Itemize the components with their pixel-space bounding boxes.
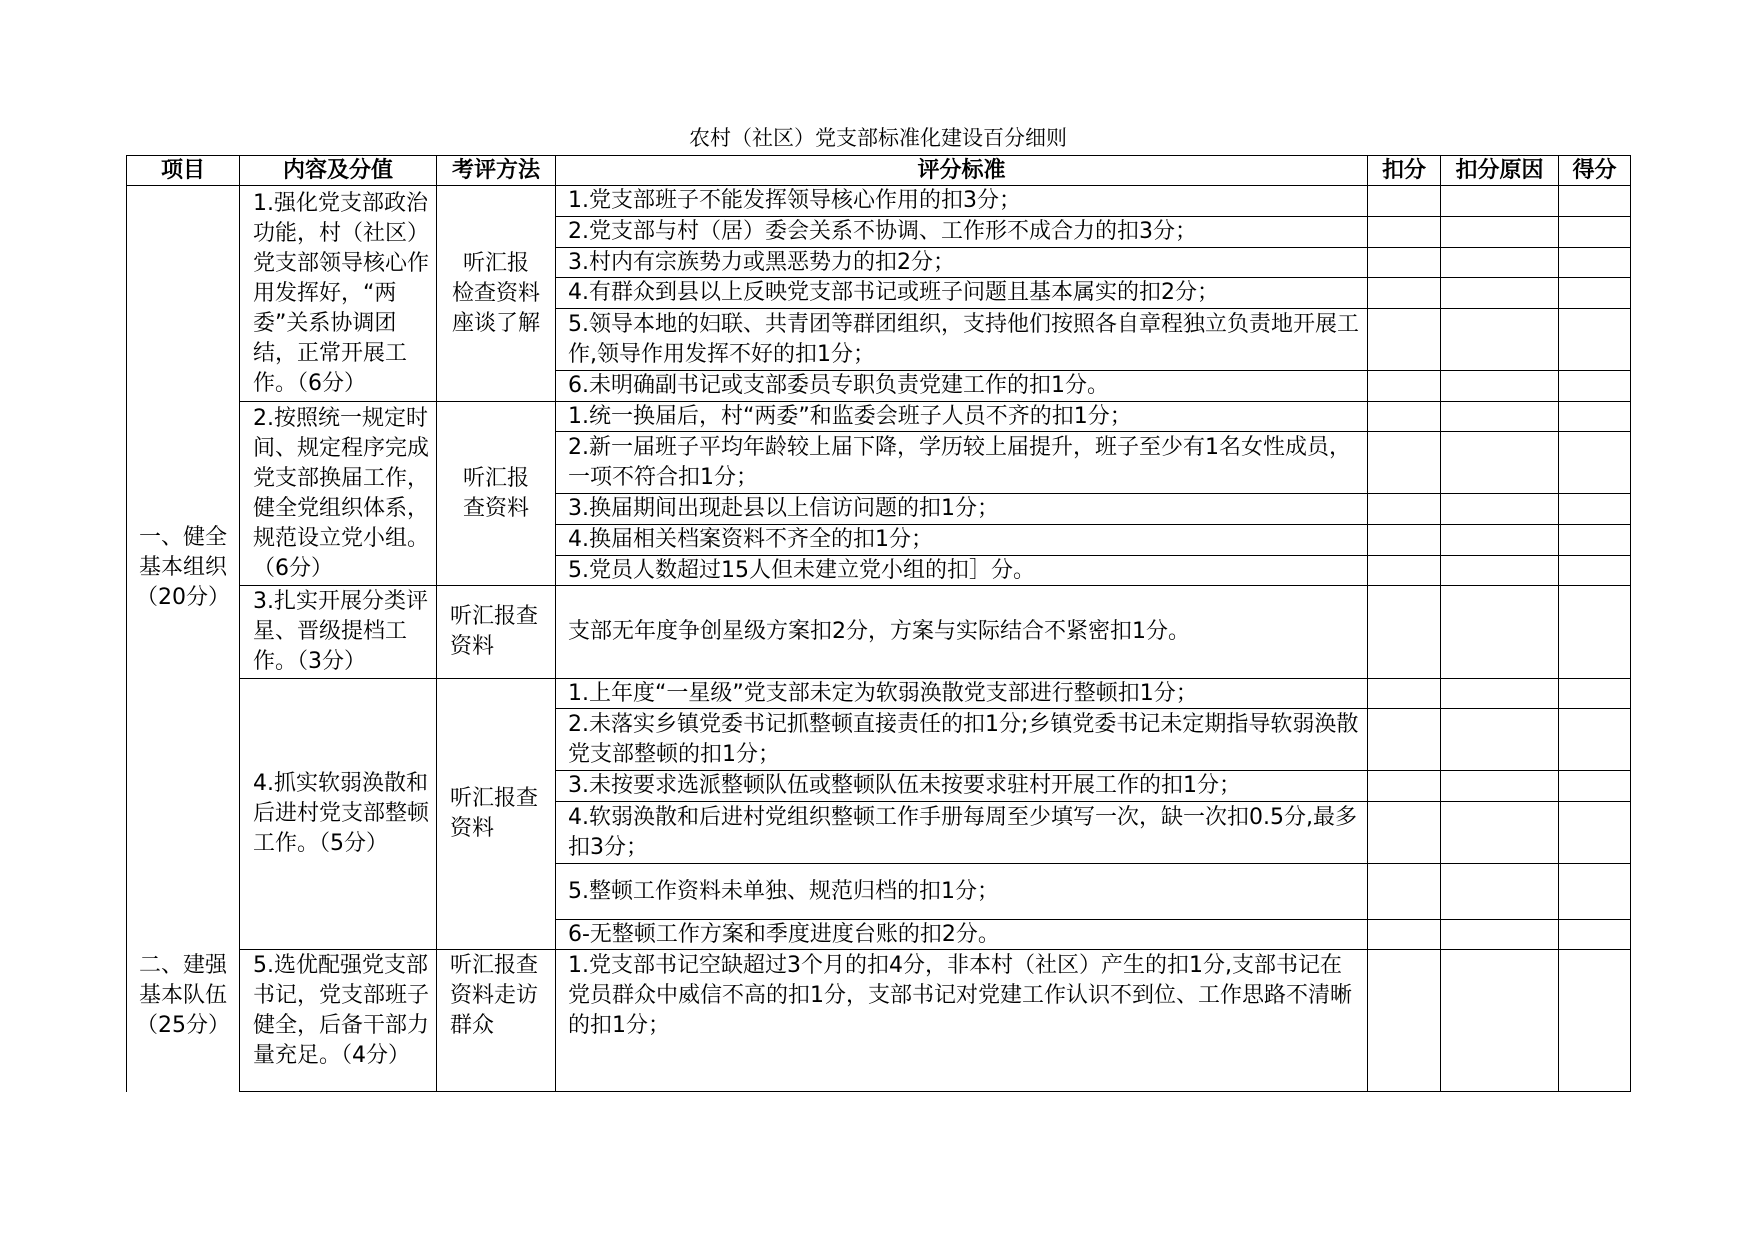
content-text: 2.按照统一规定时间、规定程序完成党支部换届工作，健全党组织体系，规范设立党小组。（6分） — [253, 405, 430, 581]
deduction-cell — [1368, 920, 1441, 950]
score-cell — [1559, 950, 1631, 1092]
deduction-reason-cell — [1441, 709, 1559, 771]
content-text: 5.选优配强党支部书记，党支部班子健全，后备干部力量充足。（4分） — [253, 953, 430, 1068]
document-title: 农村（社区）党支部标准化建设百分细则 — [689, 126, 1067, 150]
deduction-cell — [1368, 802, 1441, 864]
deduction-reason-cell — [1441, 556, 1559, 586]
header-content — [240, 156, 437, 186]
deduction-reason-cell — [1441, 525, 1559, 556]
header-deduction-label: 扣分 — [1381, 157, 1426, 183]
criteria-cell — [556, 586, 1368, 679]
criteria-text: 3.村内有宗族势力或黑恶势力的扣2分； — [568, 249, 955, 275]
criteria-cell — [556, 802, 1368, 864]
criteria-cell — [556, 309, 1368, 371]
content-cell-2 — [240, 402, 437, 586]
deduction-reason-cell — [1441, 278, 1559, 309]
category-label: 二、建强基本队伍（25分） — [136, 953, 230, 1038]
criteria-cell — [556, 186, 1368, 217]
score-cell — [1559, 186, 1631, 217]
deduction-cell — [1368, 402, 1441, 432]
deduction-reason-cell — [1441, 679, 1559, 709]
criteria-text: 6-无整顿工作方案和季度进度台账的扣2分。 — [568, 921, 1000, 947]
deduction-cell — [1368, 525, 1441, 556]
header-score — [1559, 156, 1631, 186]
scoring-table — [126, 155, 1631, 1092]
criteria-text: 2.新一届班子平均年龄较上届下降，学历较上届提升，班子至少有1名女性成员，一项不符合扣1分； — [568, 434, 1351, 490]
header-content-label: 内容及分值 — [282, 157, 393, 183]
content-cell-3 — [240, 586, 437, 679]
deduction-cell — [1368, 309, 1441, 371]
header-reason-label: 扣分原因 — [1455, 157, 1544, 183]
content-cell-4 — [240, 679, 437, 950]
method-text: 听汇报查资料走访群众 — [450, 953, 539, 1038]
criteria-cell — [556, 920, 1368, 950]
criteria-text: 4.软弱涣散和后进村党组织整顿工作手册每周至少填写一次，缺一次扣0.5分,最多扣3分； — [568, 804, 1357, 860]
content-cell-1 — [240, 186, 437, 402]
content-cell-5 — [240, 950, 437, 1092]
criteria-text: 2.党支部与村（居）委会关系不协调、工作形不成合力的扣3分； — [568, 219, 1197, 244]
content-text: 4.抓实软弱涣散和后进村党支部整顿工作。（5分） — [253, 771, 430, 856]
deduction-reason-cell — [1441, 920, 1559, 950]
deduction-cell — [1368, 709, 1441, 771]
method-text: 听汇报 查资料 — [462, 465, 529, 521]
category-cell-1 — [127, 186, 240, 950]
criteria-cell — [556, 709, 1368, 771]
score-cell — [1559, 586, 1631, 679]
deduction-reason-cell — [1441, 402, 1559, 432]
score-cell — [1559, 371, 1631, 402]
deduction-reason-cell — [1441, 248, 1559, 278]
header-score-label: 得分 — [1572, 157, 1617, 183]
deduction-reason-cell — [1441, 864, 1559, 920]
score-cell — [1559, 709, 1631, 771]
criteria-text: 1.上年度“一星级”党支部未定为软弱涣散党支部进行整顿扣1分； — [568, 680, 1198, 706]
criteria-text: 4.换届相关档案资料不齐全的扣1分； — [568, 527, 933, 552]
deduction-cell — [1368, 494, 1441, 525]
criteria-cell — [556, 950, 1368, 1092]
deduction-reason-cell — [1441, 371, 1559, 402]
score-cell — [1559, 432, 1631, 494]
criteria-text: 6.未明确副书记或支部委员专职负责党建工作的扣1分。 — [568, 373, 1109, 398]
criteria-cell — [556, 278, 1368, 309]
method-cell-4 — [437, 679, 556, 950]
score-cell — [1559, 402, 1631, 432]
criteria-cell — [556, 371, 1368, 402]
header-reason — [1441, 156, 1559, 186]
score-cell — [1559, 920, 1631, 950]
criteria-cell — [556, 864, 1368, 920]
score-cell — [1559, 864, 1631, 920]
deduction-cell — [1368, 278, 1441, 309]
criteria-text: 3.未按要求选派整顿队伍或整顿队伍未按要求驻村开展工作的扣1分； — [568, 773, 1241, 798]
criteria-text: 5.党员人数超过15人但未建立党小组的扣］分。 — [568, 557, 1035, 583]
criteria-text: 3.换届期间出现赴县以上信访问题的扣1分； — [568, 496, 999, 521]
method-cell-3 — [437, 586, 556, 679]
deduction-cell — [1368, 679, 1441, 709]
criteria-text: 1.党支部班子不能发挥领导核心作用的扣3分； — [568, 188, 1021, 213]
criteria-cell — [556, 525, 1368, 556]
content-text: 1.强化党支部政治功能，村（社区）党支部领导核心作用发挥好，“两委”关系协调团结，正常开展工作。（6分） — [253, 190, 430, 396]
score-cell — [1559, 248, 1631, 278]
score-cell — [1559, 217, 1631, 248]
criteria-cell — [556, 402, 1368, 432]
method-text: 听汇报 检查资料 座谈了解 — [451, 250, 540, 336]
category-cell-2 — [127, 950, 240, 1092]
deduction-cell — [1368, 217, 1441, 248]
deduction-cell — [1368, 556, 1441, 586]
method-text: 听汇报查资料 — [450, 604, 539, 659]
header-method — [437, 156, 556, 186]
header-criteria-label: 评分标准 — [917, 157, 1006, 183]
criteria-text: 1.党支部书记空缺超过3个月的扣4分，非本村（社区）产生的扣1分,支部书记在党员群众中威信不高的扣1分，支部书记对党建工作认识不到位、工作思路不清晰的扣1分； — [568, 953, 1352, 1038]
criteria-cell — [556, 248, 1368, 278]
score-cell — [1559, 494, 1631, 525]
score-cell — [1559, 679, 1631, 709]
criteria-cell — [556, 432, 1368, 494]
header-item — [127, 156, 240, 186]
method-cell-1 — [437, 186, 556, 402]
deduction-reason-cell — [1441, 309, 1559, 371]
method-cell-2 — [437, 402, 556, 586]
header-deduction — [1368, 156, 1441, 186]
content-text: 3.扎实开展分类评星、晋级提档工作。（3分） — [253, 589, 428, 674]
score-cell — [1559, 556, 1631, 586]
deduction-cell — [1368, 371, 1441, 402]
score-cell — [1559, 802, 1631, 864]
deduction-reason-cell — [1441, 802, 1559, 864]
header-criteria — [556, 156, 1368, 186]
header-method-label: 考评方法 — [451, 157, 540, 183]
header-item-label: 项目 — [160, 157, 205, 183]
deduction-reason-cell — [1441, 186, 1559, 217]
deduction-cell — [1368, 950, 1441, 1092]
criteria-cell — [556, 494, 1368, 525]
deduction-reason-cell — [1441, 950, 1559, 1092]
method-cell-5 — [437, 950, 556, 1092]
method-text: 听汇报查资料 — [450, 786, 539, 841]
score-cell — [1559, 278, 1631, 309]
criteria-cell — [556, 556, 1368, 586]
criteria-text: 5.整顿工作资料未单独、规范归档的扣1分； — [568, 878, 999, 904]
deduction-cell — [1368, 186, 1441, 217]
deduction-reason-cell — [1441, 494, 1559, 525]
criteria-text: 4.有群众到县以上反映党支部书记或班子问题且基本属实的扣2分； — [568, 280, 1219, 305]
criteria-text: 2.未落实乡镇党委书记抓整顿直接责任的扣1分;乡镇党委书记未定期指导软弱涣散党支部整顿的扣1分； — [568, 711, 1359, 767]
score-cell — [1559, 309, 1631, 371]
deduction-cell — [1368, 432, 1441, 494]
deduction-reason-cell — [1441, 432, 1559, 494]
criteria-text: 5.领导本地的妇联、共青团等群团组织，支持他们按照各自章程独立负责地开展工作,领导作用发挥不好的扣1分； — [568, 311, 1359, 367]
criteria-cell — [556, 217, 1368, 248]
criteria-text: 1.统一换届后，村“两委”和监委会班子人员不齐的扣1分； — [568, 403, 1132, 429]
deduction-reason-cell — [1441, 217, 1559, 248]
criteria-text: 支部无年度争创星级方案扣2分，方案与实际结合不紧密扣1分。 — [568, 619, 1190, 644]
score-cell — [1559, 525, 1631, 556]
criteria-cell — [556, 771, 1368, 802]
score-cell — [1559, 771, 1631, 802]
category-label: 一、健全基本组织（20分） — [136, 525, 230, 610]
deduction-reason-cell — [1441, 586, 1559, 679]
deduction-cell — [1368, 586, 1441, 679]
deduction-cell — [1368, 771, 1441, 802]
deduction-cell — [1368, 864, 1441, 920]
deduction-cell — [1368, 248, 1441, 278]
deduction-reason-cell — [1441, 771, 1559, 802]
criteria-cell — [556, 679, 1368, 709]
